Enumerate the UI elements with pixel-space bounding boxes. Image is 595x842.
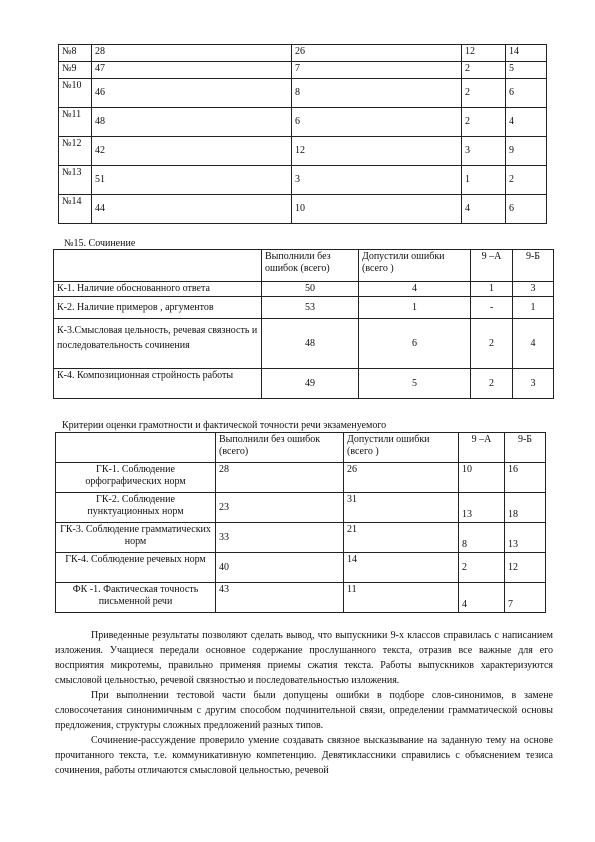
table-row: [59, 79, 547, 108]
cell-value: 8: [459, 523, 505, 553]
cell-value: 31: [344, 493, 459, 523]
cell-value: 5: [359, 369, 471, 399]
cell-value: 12: [505, 553, 546, 583]
table-row: [56, 463, 546, 493]
cell-value: 2: [462, 62, 506, 79]
table-header-row: [56, 433, 546, 463]
cell-value: 47: [92, 62, 292, 79]
table-row: [56, 553, 546, 583]
task-number: №12: [59, 137, 92, 166]
cell-value: 6: [506, 195, 547, 224]
table-row: [59, 62, 547, 79]
cell-value: 48: [262, 319, 359, 369]
cell-value: 46: [92, 79, 292, 108]
table-row: [54, 282, 554, 297]
cell-value: 26: [344, 463, 459, 493]
cell-value: 1: [462, 166, 506, 195]
cell-value: 10: [292, 195, 462, 224]
criterion-label: К-2. Наличие примеров , аргументов: [54, 297, 262, 319]
table-row: [59, 137, 547, 166]
cell-value: 11: [344, 583, 459, 613]
column-header: 9-Б: [513, 250, 554, 282]
column-header: Выполнили без ошибок (всего): [262, 250, 359, 282]
task-number: №11: [59, 108, 92, 137]
literacy-results-table: [55, 432, 546, 613]
cell-value: 2: [459, 553, 505, 583]
table-row: [56, 523, 546, 553]
task-number: №10: [59, 79, 92, 108]
column-header: Допустили ошибки (всего ): [344, 433, 459, 463]
table-row: [59, 45, 547, 62]
cell-value: -: [471, 297, 513, 319]
table-row: [59, 166, 547, 195]
column-header: Выполнили без ошибок (всего): [216, 433, 344, 463]
cell-value: 26: [292, 45, 462, 62]
cell-value: 33: [216, 523, 344, 553]
cell-value: 53: [262, 297, 359, 319]
cell-value: 3: [513, 282, 554, 297]
cell-value: 42: [92, 137, 292, 166]
cell-value: 2: [462, 108, 506, 137]
cell-value: 3: [513, 369, 554, 399]
column-header: 9 –А: [471, 250, 513, 282]
column-header: 9 –А: [459, 433, 505, 463]
table-row: [54, 369, 554, 399]
criterion-label: ГК-3. Соблюдение грамматических норм: [56, 523, 216, 553]
cell-value: 48: [92, 108, 292, 137]
task-number: №14: [59, 195, 92, 224]
cell-value: 2: [462, 79, 506, 108]
table-row: [59, 195, 547, 224]
cell-value: 4: [359, 282, 471, 297]
criterion-label: ФК -1. Фактическая точность письменной речи: [56, 583, 216, 613]
criterion-label: К-4. Композиционная стройность работы: [54, 369, 262, 399]
cell-value: 5: [506, 62, 547, 79]
cell-value: 6: [359, 319, 471, 369]
cell-value: 2: [471, 319, 513, 369]
cell-value: 13: [505, 523, 546, 553]
paragraph: Сочинение-рассуждение проверило умение создавать связное высказывание на заданную тему на основе прочитанного текста, т.е. коммуникативную компетенцию. Девятиклассники справились с объяснением тезиса сочинения, работы отличаются смысловой цельностью, речевой: [55, 735, 553, 776]
cell-value: 2: [471, 369, 513, 399]
cell-value: 8: [292, 79, 462, 108]
cell-value: 13: [459, 493, 505, 523]
task-number: №9: [59, 62, 92, 79]
cell-value: 3: [462, 137, 506, 166]
cell-value: 4: [462, 195, 506, 224]
cell-value: 2: [506, 166, 547, 195]
criterion-label: ГК-2. Соблюдение пунктуационных норм: [56, 493, 216, 523]
table-row: [54, 297, 554, 319]
cell-value: 1: [513, 297, 554, 319]
results-table-tasks: [58, 44, 547, 224]
cell-value: 44: [92, 195, 292, 224]
column-header: 9-Б: [505, 433, 546, 463]
cell-value: 14: [506, 45, 547, 62]
table-row: [56, 493, 546, 523]
cell-value: 49: [262, 369, 359, 399]
criterion-label: ГК-4. Соблюдение речевых норм: [56, 553, 216, 583]
task-number: №8: [59, 45, 92, 62]
cell-value: 14: [344, 553, 459, 583]
header-empty: [56, 433, 216, 463]
cell-value: 6: [292, 108, 462, 137]
cell-value: 7: [292, 62, 462, 79]
analysis-text: [55, 628, 553, 778]
paragraph: При выполнении тестовой части были допущены ошибки в подборе слов-синонимов, в замене словосочетания синонимичным с другим способом подчинительной связи, определении грамматической основы предложения, структуры сложных предложений разных типов.: [55, 690, 553, 731]
cell-value: 1: [471, 282, 513, 297]
cell-value: 43: [216, 583, 344, 613]
table-row: [56, 583, 546, 613]
cell-value: 6: [506, 79, 547, 108]
cell-value: 10: [459, 463, 505, 493]
cell-value: 1: [359, 297, 471, 319]
cell-value: 51: [92, 166, 292, 195]
cell-value: 12: [292, 137, 462, 166]
cell-value: 18: [505, 493, 546, 523]
cell-value: 7: [505, 583, 546, 613]
cell-value: 21: [344, 523, 459, 553]
cell-value: 9: [506, 137, 547, 166]
header-empty: [54, 250, 262, 282]
column-header: Допустили ошибки (всего ): [359, 250, 471, 282]
cell-value: 4: [459, 583, 505, 613]
cell-value: 4: [513, 319, 554, 369]
cell-value: 40: [216, 553, 344, 583]
table-caption: Критерии оценки грамотности и фактической точности речи экзаменуемого: [62, 420, 387, 431]
table-row: [59, 108, 547, 137]
cell-value: 28: [92, 45, 292, 62]
cell-value: 28: [216, 463, 344, 493]
paragraph: Приведенные результаты позволяют сделать вывод, что выпускники 9-х классов справилась с написанием изложения. Учащиеся передали основное содержание прослушанного текста, отразив все важные для его восприятия микротемы, правильно применяя приемы сжатия текста. Работы выпускников характеризуются смысловой цельностью, речевой связностью и последовательностью изложения.: [55, 630, 553, 686]
essay-results-table: [53, 249, 554, 399]
cell-value: 23: [216, 493, 344, 523]
table-row: [54, 319, 554, 369]
cell-value: 12: [462, 45, 506, 62]
task-number: №13: [59, 166, 92, 195]
cell-value: 3: [292, 166, 462, 195]
cell-value: 50: [262, 282, 359, 297]
criterion-label: К-3.Смысловая цельность, речевая связность и последовательность сочинения: [54, 319, 262, 369]
criterion-label: К-1. Наличие обоснованного ответа: [54, 282, 262, 297]
cell-value: 4: [506, 108, 547, 137]
criterion-label: ГК-1. Соблюдение орфографических норм: [56, 463, 216, 493]
cell-value: 16: [505, 463, 546, 493]
table-caption: №15. Сочинение: [64, 238, 136, 249]
table-header-row: [54, 250, 554, 282]
